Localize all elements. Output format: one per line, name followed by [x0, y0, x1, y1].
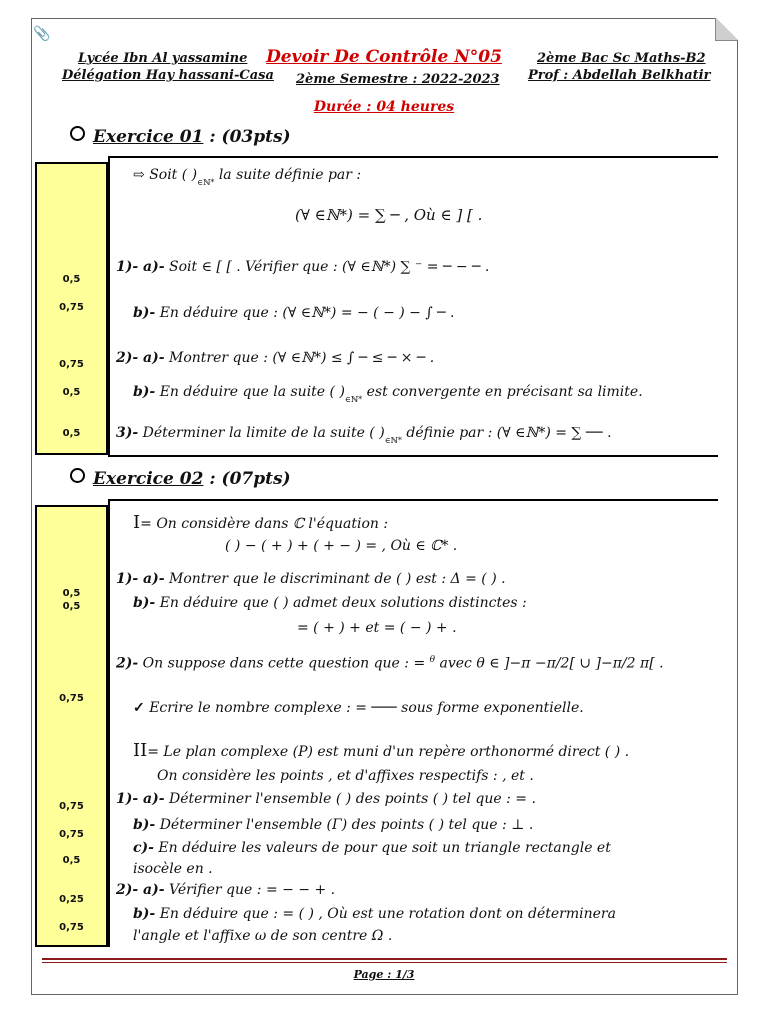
score: 0,5	[62, 428, 81, 439]
score: 0,75	[59, 922, 84, 933]
ex2-part2-points: On considère les points , et d'affixes respectifs : , et .	[157, 768, 534, 784]
ex1-intro: ⇨ Soit ( )$_{\in ℕ*}$ la suite définie par :	[133, 167, 362, 187]
score: 0,5	[62, 387, 81, 398]
ex2-p1a: 1)- a)- Déterminer l'ensemble ( ) des points ( ) tel que : = .	[116, 791, 536, 807]
score: 0,5	[62, 601, 81, 612]
bullet-circle-icon	[70, 126, 85, 141]
score: 0,25	[59, 894, 84, 905]
score-column-ex2	[35, 505, 108, 947]
divider	[108, 156, 110, 455]
delegation: Délégation Hay hassani-Casa	[62, 68, 274, 83]
exercise-2-heading: Exercice 02 : (07pts)	[70, 468, 291, 489]
ex1-q2b: b)- En déduire que la suite ( )$_{\in ℕ*}$ est convergente en précisant sa limite.	[133, 384, 643, 404]
page-curl-corner	[715, 18, 738, 41]
score: 0,75	[59, 801, 84, 812]
ex2-q1b: b)- En déduire que ( ) admet deux solutions distinctes :	[133, 595, 527, 611]
exam-title: Devoir De Contrôle N°05	[266, 47, 502, 67]
semester: 2ème Semestre : 2022-2023	[296, 72, 500, 87]
score: 0,75	[59, 359, 84, 370]
score: 0,5	[62, 274, 81, 285]
checkmark-icon: ✓	[133, 700, 145, 716]
ex1-q3: 3)- Déterminer la limite de la suite ( )$_{\in ℕ*}$ définie par : (∀ ∈ℕ*) = ∑ ── .	[116, 425, 612, 445]
bullet-circle-icon	[70, 468, 85, 483]
divider	[108, 499, 110, 947]
ex1-q2a: 2)- a)- Montrer que : (∀ ∈ℕ*) ≤ ∫ ─ ≤ ─ × ─ .	[116, 350, 435, 366]
score: 0,75	[59, 693, 84, 704]
class-name: 2ème Bac Sc Maths-B2	[537, 51, 706, 66]
score: 0,75	[59, 829, 84, 840]
paperclip-icon: 📎	[33, 26, 51, 42]
ex1-definition: (∀ ∈ℕ*) = ∑ ─ , Où ∈ ] [ .	[295, 206, 483, 224]
page-number: Page : 1/3	[353, 968, 415, 981]
divider	[108, 455, 718, 457]
ex2-solutions: = ( + ) + et = ( − ) + .	[297, 620, 457, 636]
score: 0,75	[59, 302, 84, 313]
footer-rule	[42, 958, 727, 960]
score: 0,5	[62, 588, 81, 599]
ex2-part1: I= On considère dans ℂ l'équation :	[133, 512, 389, 533]
score: 0,5	[62, 855, 81, 866]
ex2-q1a: 1)- a)- Montrer que le discriminant de ( ) est : Δ = ( ) .	[116, 571, 506, 587]
ex2-p2b-cont: l'angle et l'affixe ω de son centre Ω .	[133, 928, 393, 944]
ex2-q2-write: ✓ Ecrire le nombre complexe : = ─── sous forme exponentielle.	[133, 700, 584, 716]
ex2-p2b: b)- En déduire que : = ( ) , Où est une rotation dont on déterminera	[133, 906, 616, 922]
teacher-name: Prof : Abdellah Belkhatir	[528, 68, 711, 83]
school-name: Lycée Ibn Al yassamine	[78, 51, 248, 66]
ex2-p1b: b)- Déterminer l'ensemble (Γ) des points ( ) tel que : ⊥ .	[133, 817, 534, 833]
divider	[108, 499, 718, 501]
duration: Durée : 04 heures	[313, 99, 455, 115]
ex2-q2: 2)- On suppose dans cette question que : = $^\theta$ avec θ ∈ ]−π −π/2[ ∪ ]−π/2 π[ .	[116, 655, 664, 672]
footer-rule	[42, 962, 727, 963]
divider	[108, 156, 718, 158]
ex2-p2a: 2)- a)- Vérifier que : = − − + .	[116, 882, 336, 898]
ex2-p1c-cont: isocèle en .	[133, 861, 213, 877]
exercise-1-heading: Exercice 01 : (03pts)	[70, 126, 291, 147]
ex1-q1b: b)- En déduire que : (∀ ∈ℕ*) = − ( − ) − ∫ ─ .	[133, 305, 455, 321]
ex2-p1c: c)- En déduire les valeurs de pour que soit un triangle rectangle et	[133, 840, 611, 856]
ex2-equation: ( ) − ( + ) + ( + − ) = , Où ∈ ℂ* .	[225, 538, 458, 554]
ex2-part2: II= Le plan complexe (P) est muni d'un repère orthonormé direct ( ) .	[133, 740, 630, 761]
ex1-q1a: 1)- a)- Soit ∈ [ [ . Vérifier que : (∀ ∈ℕ*) ∑ ⁻ = ─ − ─ .	[116, 259, 490, 275]
